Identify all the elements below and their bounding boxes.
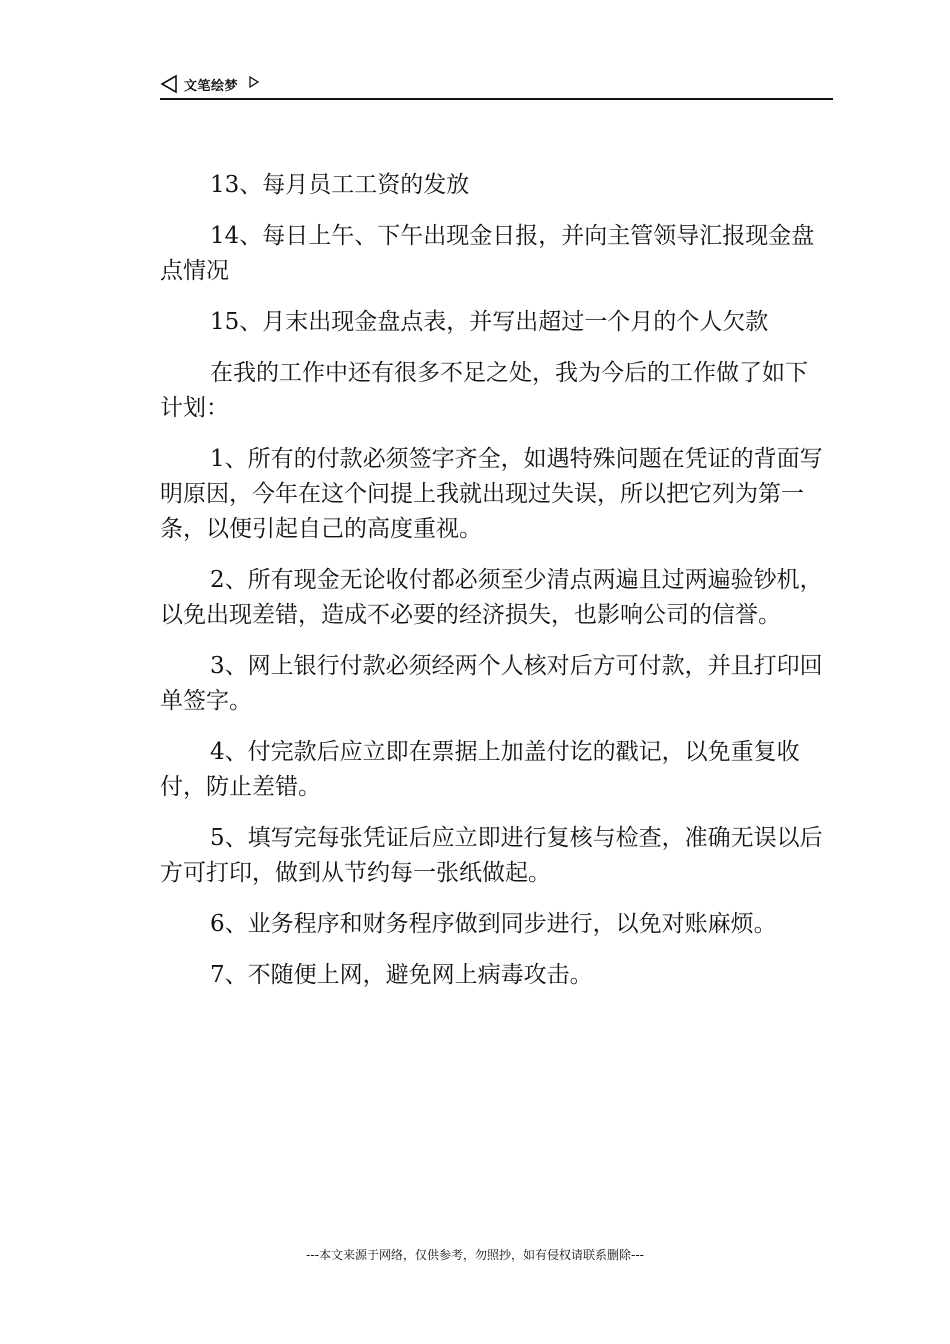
plan-item-1: 1、所有的付款必须签字齐全，如遇特殊问题在凭证的背面写明原因，今年在这个问提上我就出现过失误，所以把它列为第一条，以便引起自己的高度重视。 [160,446,823,542]
plan-intro: 在我的工作中还有很多不足之处，我为今后的工作做了如下计划： [160,360,808,421]
triangle-right-icon [248,75,260,89]
page-header [160,72,833,100]
plan-item-4: 4、付完款后应立即在票据上加盖付讫的戳记，以免重复收付，防止差错。 [160,739,800,800]
paragraph-13: 13、每月员工工资的发放 [210,172,470,198]
page-footer: ---本文来源于网络，仅供参考，勿照抄，如有侵权请联系删除--- [306,1248,644,1262]
paragraph-15: 15、月末出现金盘点表，并写出超过一个月的个人欠款 [210,309,769,335]
plan-item-7: 7、不随便上网，避免网上病毒攻击。 [210,962,593,988]
plan-item-6: 6、业务程序和财务程序做到同步进行，以免对账麻烦。 [210,911,777,937]
plan-item-5: 5、填写完每张凭证后应立即进行复核与检查，准确无误以后方可打印，做到从节约每一张纸做起。 [160,825,823,886]
triangle-left-icon [160,74,178,94]
header-brand: 文笔绘梦 [184,79,239,94]
paragraph-14: 14、每日上午、下午出现金日报，并向主管领导汇报现金盘点情况 [160,223,815,284]
document-body [160,168,830,1009]
plan-item-2: 2、所有现金无论收付都必须至少清点两遍且过两遍验钞机，以免出现差错，造成不必要的经济损失，也影响公司的信誉。 [160,567,823,628]
plan-item-3: 3、网上银行付款必须经两个人核对后方可付款，并且打印回单签字。 [160,653,823,714]
